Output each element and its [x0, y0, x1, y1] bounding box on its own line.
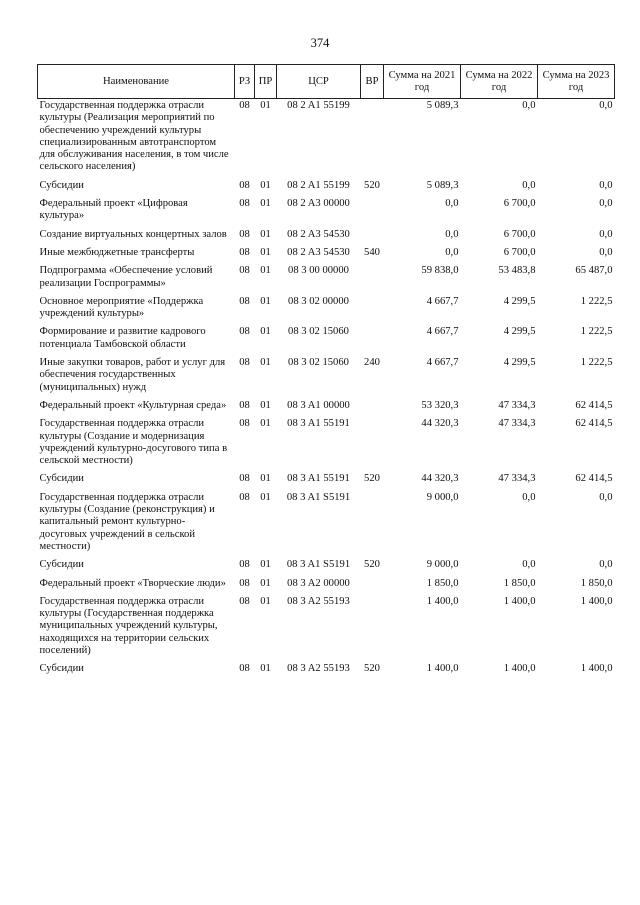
cell-sum-2021: 0,0 — [445, 246, 459, 258]
cell-pr: 01 — [260, 179, 271, 191]
cell-csr: 08 3 A1 00000 — [287, 399, 350, 411]
cell-sum-2021: 9 000,0 — [426, 491, 459, 503]
table-row — [38, 99, 615, 179]
cell-sum-2021: 1 400,0 — [426, 595, 459, 607]
cell-name: Субсидии — [39, 559, 84, 571]
cell-name: Федеральный проект «Творческие люди» — [39, 577, 226, 589]
cell-sum-2023: 0,0 — [599, 100, 613, 111]
cell-sum-2021: 4 667,7 — [426, 357, 459, 369]
cell-rz: 08 — [239, 246, 250, 258]
cell-csr: 08 3 A1 S5191 — [286, 559, 351, 571]
cell-sum-2023: 62 414,5 — [575, 399, 613, 411]
cell-pr: 01 — [260, 326, 271, 338]
cell-sum-2021: 1 850,0 — [426, 577, 459, 589]
cell-vr — [361, 399, 384, 417]
cell-sum-2023: 65 487,0 — [575, 265, 613, 277]
cell-csr: 08 3 A2 00000 — [287, 577, 350, 589]
cell-sum-2021: 0,0 — [445, 228, 459, 240]
cell-sum-2023: 1 222,5 — [580, 295, 613, 307]
cell-sum-2023: 1 222,5 — [580, 326, 613, 338]
table-row — [38, 472, 615, 490]
cell-sum-2022: 4 299,5 — [503, 326, 536, 338]
cell-rz: 08 — [239, 663, 250, 675]
cell-name: Иные межбюджетные трансферты — [39, 246, 195, 258]
cell-vr — [361, 417, 384, 472]
cell-sum-2022: 4 299,5 — [503, 357, 536, 369]
cell-vr — [361, 595, 384, 662]
cell-sum-2023: 0,0 — [599, 559, 613, 571]
cell-vr — [361, 99, 384, 179]
cell-sum-2021: 44 320,3 — [421, 473, 459, 485]
cell-csr: 08 3 A2 55193 — [287, 595, 350, 607]
cell-pr: 01 — [260, 100, 271, 111]
cell-name: Государственная поддержка отрасли культуры (Реализация мероприятий по обеспечению учреждений культуры специализированным автотранспортом для обслуживания населения, в том числе сельского населения) — [39, 100, 229, 173]
cell-sum-2023: 1 222,5 — [580, 357, 613, 369]
table-row — [38, 228, 615, 246]
budget-table — [37, 64, 615, 681]
cell-rz: 08 — [239, 399, 250, 411]
cell-sum-2022: 4 299,5 — [503, 295, 536, 307]
cell-pr: 01 — [260, 399, 271, 411]
cell-sum-2022: 47 334,3 — [498, 418, 536, 430]
cell-sum-2021: 1 400,0 — [426, 663, 459, 675]
cell-csr: 08 3 A1 55191 — [287, 473, 350, 485]
cell-name: Субсидии — [39, 179, 84, 191]
cell-sum-2022: 1 400,0 — [503, 595, 536, 607]
cell-rz: 08 — [239, 577, 250, 589]
cell-sum-2022: 1 400,0 — [503, 663, 536, 675]
cell-pr: 01 — [260, 559, 271, 571]
table-row — [38, 595, 615, 662]
cell-rz: 08 — [239, 228, 250, 240]
cell-pr: 01 — [260, 663, 271, 675]
cell-vr — [361, 491, 384, 558]
cell-sum-2022: 6 700,0 — [503, 198, 536, 210]
cell-pr: 01 — [260, 577, 271, 589]
cell-name: Создание виртуальных концертных залов — [39, 228, 227, 240]
cell-vr: 520 — [364, 663, 380, 675]
header-sum-2021: Сумма на 2021 год — [384, 65, 461, 99]
cell-csr: 08 3 02 15060 — [288, 326, 349, 338]
cell-vr: 520 — [364, 559, 380, 571]
cell-pr: 01 — [260, 265, 271, 277]
cell-name: Федеральный проект «Культурная среда» — [39, 399, 227, 411]
table-row — [38, 491, 615, 558]
cell-sum-2022: 6 700,0 — [503, 246, 536, 258]
table-header-row — [38, 65, 615, 99]
cell-sum-2021: 4 667,7 — [426, 326, 459, 338]
cell-pr: 01 — [260, 473, 271, 485]
table-row — [38, 558, 615, 576]
cell-sum-2021: 4 667,7 — [426, 295, 459, 307]
cell-sum-2021: 5 089,3 — [426, 179, 459, 191]
cell-rz: 08 — [239, 559, 250, 571]
cell-rz: 08 — [239, 595, 250, 607]
cell-csr: 08 2 A3 54530 — [287, 246, 350, 258]
cell-csr: 08 3 02 00000 — [288, 295, 349, 307]
cell-sum-2022: 0,0 — [522, 491, 536, 503]
table-row — [38, 179, 615, 197]
cell-vr — [361, 197, 384, 228]
cell-sum-2023: 62 414,5 — [575, 418, 613, 430]
cell-sum-2022: 47 334,3 — [498, 399, 536, 411]
table-row — [38, 295, 615, 326]
cell-rz: 08 — [239, 491, 250, 503]
cell-csr: 08 3 A1 55191 — [287, 418, 350, 430]
cell-rz: 08 — [239, 179, 250, 191]
cell-sum-2023: 0,0 — [599, 198, 613, 210]
cell-name: Государственная поддержка отрасли культуры (Создание (реконструкция) и капитальный ремонт культурно-досуговых учреждений в сельской местности) — [39, 491, 215, 552]
header-vr: ВР — [361, 65, 384, 99]
cell-rz: 08 — [239, 326, 250, 338]
cell-sum-2023: 0,0 — [599, 246, 613, 258]
cell-vr: 540 — [364, 246, 380, 258]
cell-csr: 08 3 00 00000 — [288, 265, 349, 277]
page-number: 374 — [310, 36, 330, 50]
table-row — [38, 417, 615, 472]
cell-sum-2023: 1 850,0 — [580, 577, 613, 589]
cell-sum-2021: 9 000,0 — [426, 559, 459, 571]
cell-pr: 01 — [260, 491, 271, 503]
cell-sum-2021: 5 089,3 — [426, 100, 459, 111]
table-row — [38, 662, 615, 680]
cell-sum-2021: 59 838,0 — [421, 265, 459, 277]
cell-name: Формирование и развитие кадрового потенциала Тамбовской области — [39, 326, 206, 350]
header-sum-2022: Сумма на 2022 год — [461, 65, 538, 99]
cell-rz: 08 — [239, 295, 250, 307]
cell-pr: 01 — [260, 295, 271, 307]
header-csr: ЦСР — [277, 65, 361, 99]
cell-pr: 01 — [260, 228, 271, 240]
cell-sum-2023: 1 400,0 — [580, 595, 613, 607]
cell-csr: 08 2 A3 54530 — [287, 228, 350, 240]
cell-csr: 08 3 A2 55193 — [287, 663, 350, 675]
cell-vr — [361, 295, 384, 326]
cell-vr — [361, 325, 384, 356]
cell-name: Федеральный проект «Цифровая культура» — [39, 198, 188, 222]
cell-name: Субсидии — [39, 473, 84, 485]
cell-sum-2023: 62 414,5 — [575, 473, 613, 485]
cell-vr — [361, 228, 384, 246]
cell-name: Субсидии — [39, 663, 84, 675]
header-rz: РЗ — [235, 65, 255, 99]
cell-vr — [361, 264, 384, 295]
cell-vr: 520 — [364, 473, 380, 485]
cell-sum-2022: 0,0 — [522, 559, 536, 571]
cell-vr: 240 — [364, 357, 380, 369]
table-row — [38, 246, 615, 264]
header-pr: ПР — [255, 65, 277, 99]
cell-csr: 08 3 A1 S5191 — [286, 491, 351, 503]
cell-csr: 08 2 A1 55199 — [287, 100, 350, 111]
cell-name: Иные закупки товаров, работ и услуг для обеспечения государственных (муниципальных) нужд — [39, 357, 226, 393]
cell-rz: 08 — [239, 357, 250, 369]
cell-pr: 01 — [260, 198, 271, 210]
cell-csr: 08 2 A1 55199 — [287, 179, 350, 191]
cell-sum-2022: 53 483,8 — [498, 265, 536, 277]
cell-csr: 08 3 02 15060 — [288, 357, 349, 369]
cell-name: Государственная поддержка отрасли культуры (Создание и модернизация учреждений культурно-досугового типа в сельской местности) — [39, 418, 228, 467]
cell-pr: 01 — [260, 246, 271, 258]
table-row — [38, 325, 615, 356]
cell-sum-2021: 44 320,3 — [421, 418, 459, 430]
cell-sum-2022: 47 334,3 — [498, 473, 536, 485]
cell-sum-2022: 1 850,0 — [503, 577, 536, 589]
cell-sum-2022: 0,0 — [522, 179, 536, 191]
table-row — [38, 577, 615, 595]
cell-name: Государственная поддержка отрасли культуры (Государственная поддержка муниципальных учреждений культуры, находящихся на территории сельских поселений) — [39, 595, 218, 656]
cell-pr: 01 — [260, 418, 271, 430]
table-body — [38, 99, 615, 681]
table-row — [38, 197, 615, 228]
cell-sum-2021: 0,0 — [445, 198, 459, 210]
cell-pr: 01 — [260, 357, 271, 369]
cell-rz: 08 — [239, 473, 250, 485]
cell-sum-2023: 0,0 — [599, 179, 613, 191]
cell-rz: 08 — [239, 418, 250, 430]
cell-rz: 08 — [239, 100, 250, 111]
cell-csr: 08 2 A3 00000 — [287, 198, 350, 210]
cell-vr: 520 — [364, 179, 380, 191]
cell-sum-2022: 0,0 — [522, 100, 536, 111]
table-row — [38, 264, 615, 295]
table-row — [38, 399, 615, 417]
header-name: Наименование — [38, 65, 235, 99]
cell-vr — [361, 577, 384, 595]
cell-name: Основное мероприятие «Поддержка учреждений культуры» — [39, 295, 204, 320]
cell-rz: 08 — [239, 198, 250, 210]
cell-pr: 01 — [260, 595, 271, 607]
cell-sum-2023: 0,0 — [599, 228, 613, 240]
cell-sum-2021: 53 320,3 — [421, 399, 459, 411]
header-sum-2023: Сумма на 2023 год — [538, 65, 615, 99]
cell-name: Подпрограмма «Обеспечение условий реализации Госпрограммы» — [39, 265, 213, 289]
cell-sum-2023: 1 400,0 — [580, 663, 613, 675]
cell-sum-2022: 6 700,0 — [503, 228, 536, 240]
cell-rz: 08 — [239, 265, 250, 277]
cell-sum-2023: 0,0 — [599, 491, 613, 503]
table-row — [38, 356, 615, 399]
